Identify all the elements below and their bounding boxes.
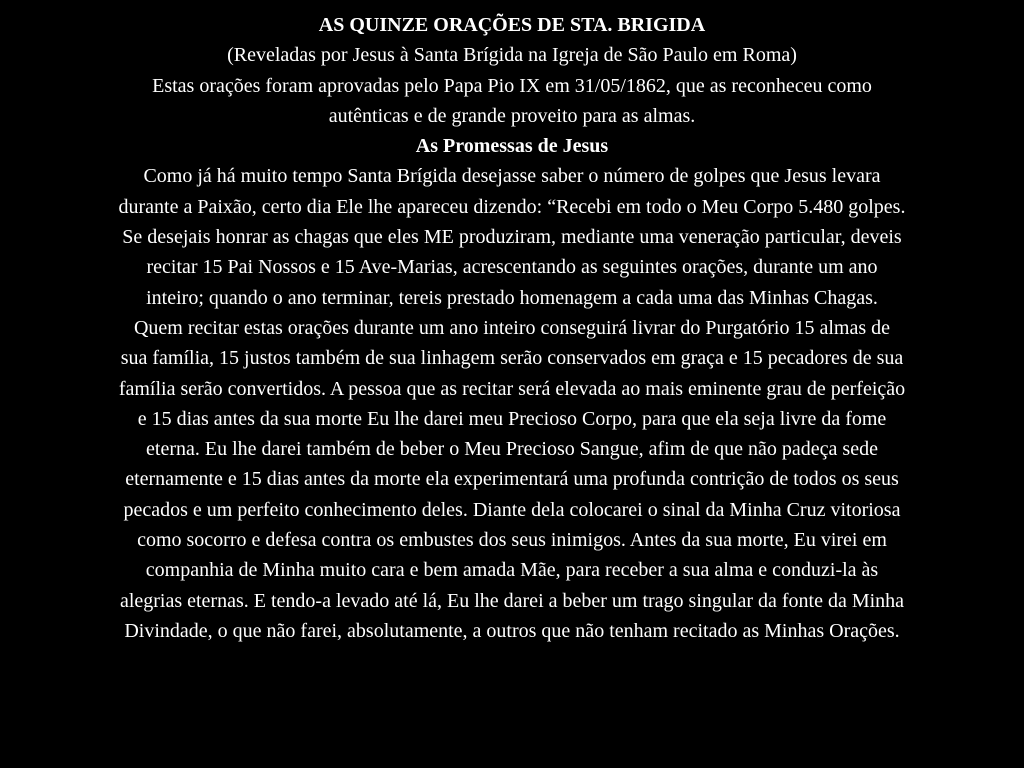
approval-line: autênticas e de grande proveito para as almas. xyxy=(328,104,696,127)
approval-line: Estas orações foram aprovadas pelo Papa Pio IX em 31/05/1862, que as reconheceu como xyxy=(152,74,872,97)
body-line: sua família, 15 justos também de sua linhagem serão conservados em graça e 15 pecadores de sua xyxy=(120,347,904,370)
section-heading: As Promessas de Jesus xyxy=(415,135,609,158)
body-line: alegrias eternas. E tendo-a levado até lá, Eu lhe darei a beber um trago singular da fonte da Minha xyxy=(119,589,905,612)
body-line: eterna. Eu lhe darei também de beber o Meu Precioso Sangue, afim de que não padeça sede xyxy=(146,438,878,461)
body-line: companhia de Minha muito cara e bem amada Mãe, para receber a sua alma e conduzi-la às xyxy=(145,559,879,582)
document-title: AS QUINZE ORAÇÕES DE STA. BRIGIDA xyxy=(318,14,706,36)
body-line: Quem recitar estas orações durante um ano inteiro conseguirá livrar do Purgatório 15 almas de xyxy=(133,316,891,339)
body-line: inteiro; quando o ano terminar, tereis prestado homenagem a cada uma das Minhas Chagas. xyxy=(146,286,878,309)
body-line: como socorro e defesa contra os embustes dos seus inimigos. Antes da sua morte, Eu virei em xyxy=(137,529,887,552)
body-line: e 15 dias antes da sua morte Eu lhe darei meu Precioso Corpo, para que ela seja livre da fome xyxy=(137,407,887,430)
document-subtitle: (Reveladas por Jesus à Santa Brígida na Igreja de São Paulo em Roma) xyxy=(227,44,797,67)
document-text xyxy=(8,10,1016,646)
body-line: Se desejais honrar as chagas que eles ME produziram, mediante uma veneração particular, deveis xyxy=(122,226,902,249)
body-line: família serão convertidos. A pessoa que as recitar será elevada ao mais eminente grau de perfeição xyxy=(118,377,906,400)
body-line: Como já há muito tempo Santa Brígida desejasse saber o número de golpes que Jesus levara xyxy=(143,165,881,188)
body-line: eternamente e 15 dias antes da morte ela experimentará uma profunda contrição de todos os seus xyxy=(125,468,899,491)
body-line: Divindade, o que não farei, absolutamente, a outros que não tenham recitado as Minhas Orações. xyxy=(124,619,900,642)
body-line: recitar 15 Pai Nossos e 15 Ave-Marias, acrescentando as seguintes orações, durante um ano xyxy=(146,256,878,279)
body-line: durante a Paixão, certo dia Ele lhe apareceu dizendo: “Recebi em todo o Meu Corpo 5.480 golpes. xyxy=(118,195,906,218)
body-line: pecados e um perfeito conhecimento deles. Diante dela colocarei o sinal da Minha Cruz vitoriosa xyxy=(123,498,901,521)
